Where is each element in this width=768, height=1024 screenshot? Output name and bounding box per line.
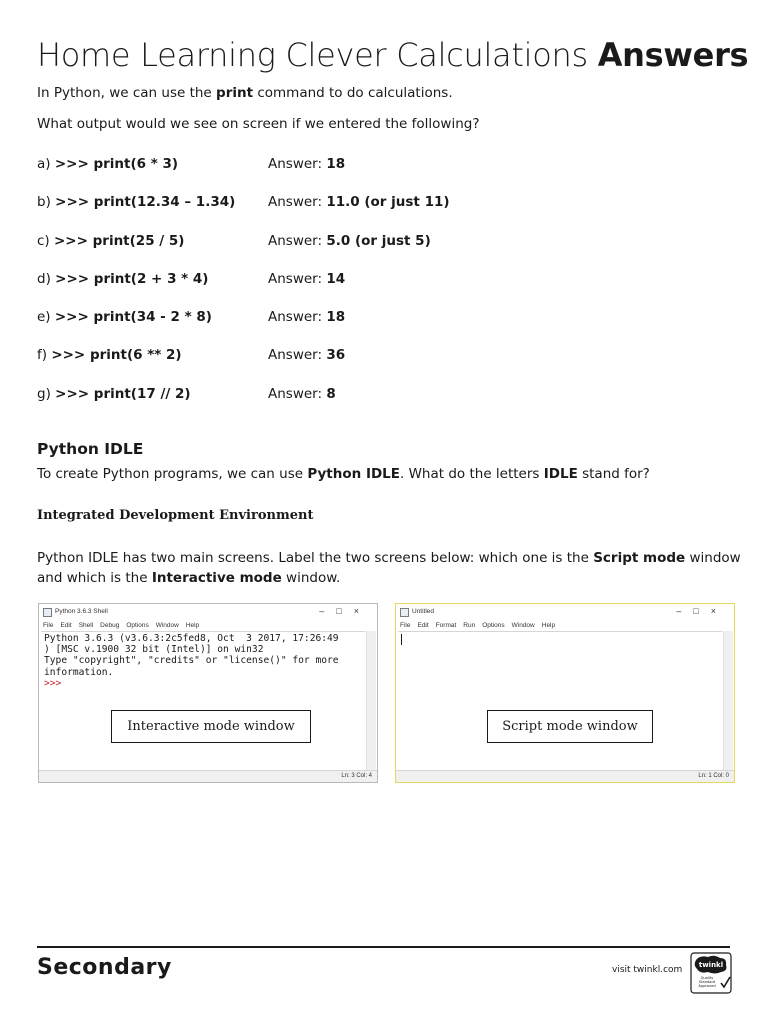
- menu-debug: Debug: [100, 622, 120, 629]
- badge-logo-text: twinkl: [698, 961, 724, 969]
- label-instruction-line-1: Python IDLE has two main screens. Label the two screens below: which one is the Script mode window: [37, 550, 741, 566]
- shell-window-screenshot: [38, 603, 378, 783]
- script-window-title: Untitled: [412, 608, 435, 615]
- text-cursor: [401, 634, 402, 645]
- script-mode-label: Script mode window: [487, 710, 653, 743]
- window-controls-icon: –□×: [676, 606, 728, 616]
- script-scrollbar: [723, 631, 733, 770]
- page-title: [37, 36, 748, 74]
- script-menu-bar: [400, 622, 562, 629]
- question-g: g) >>> print(17 // 2) Answer: 8: [37, 386, 336, 402]
- quality-badge-icon: [690, 952, 732, 994]
- menu-file: File: [43, 622, 54, 629]
- menu-help: Help: [185, 622, 200, 629]
- label-instruction-line-2: and which is the Interactive mode window.: [37, 570, 341, 586]
- window-controls-icon: –□×: [319, 606, 371, 616]
- question-d: d) >>> print(2 + 3 * 4) Answer: 14: [37, 271, 346, 287]
- menu-format: Format: [435, 622, 457, 629]
- python-app-icon: [43, 608, 52, 617]
- question-e: e) >>> print(34 - 2 * 8) Answer: 18: [37, 309, 346, 325]
- title-bold: Answers: [597, 36, 749, 74]
- title-text: Home Learning Clever Calculations: [37, 36, 588, 74]
- menu-options: Options: [126, 622, 149, 629]
- menu-shell: Shell: [78, 622, 94, 629]
- shell-prompt: >>>: [44, 677, 62, 689]
- menu-window: Window: [511, 622, 535, 629]
- shell-menu-bar: [43, 622, 206, 629]
- visit-link[interactable]: visit twinkl.com: [612, 965, 683, 975]
- menu-help: Help: [541, 622, 556, 629]
- footer-divider: [37, 946, 730, 948]
- menu-run: Run: [463, 622, 476, 629]
- shell-output: Python 3.6.3 (v3.6.3:2c5fed8, Oct 3 2017, 17:26:49 ) [MSC v.1900 32 bit (Intel)] on win32 Type "copyright", "credits" or "license()" for more information. >>>: [44, 633, 339, 689]
- brand-secondary: Secondary: [37, 955, 172, 980]
- script-status-bar: Ln: 1 Col: 0: [396, 770, 734, 782]
- menu-window: Window: [155, 622, 179, 629]
- script-content: [398, 631, 722, 770]
- shell-scrollbar: [366, 631, 376, 770]
- question-c: c) >>> print(25 / 5) Answer: 5.0 (or just 5): [37, 233, 431, 249]
- badge-caption: Quality Standard Approved: [698, 976, 716, 989]
- menu-edit: Edit: [417, 622, 429, 629]
- idle-answer: Integrated Development Environment: [37, 508, 314, 523]
- intro-line-2: What output would we see on screen if we entered the following?: [37, 116, 480, 132]
- shell-window-title: Python 3.6.3 Shell: [55, 608, 108, 615]
- script-titlebar: [396, 604, 734, 621]
- question-a: a) >>> print(6 * 3) Answer: 18: [37, 156, 346, 172]
- question-f: f) >>> print(6 ** 2) Answer: 36: [37, 347, 346, 363]
- menu-options: Options: [482, 622, 505, 629]
- shell-status-bar: Ln: 3 Col: 4: [39, 770, 377, 782]
- menu-edit: Edit: [60, 622, 72, 629]
- idle-question: To create Python programs, we can use Python IDLE. What do the letters IDLE stand for?: [37, 466, 650, 482]
- interactive-mode-label: Interactive mode window: [111, 710, 311, 743]
- python-app-icon: [400, 608, 409, 617]
- section-heading-idle: Python IDLE: [37, 440, 144, 458]
- intro-line-1: In Python, we can use the print command to do calculations.: [37, 85, 453, 101]
- shell-content: [41, 631, 365, 770]
- shell-titlebar: [39, 604, 377, 621]
- question-b: b) >>> print(12.34 – 1.34) Answer: 11.0 (or just 11): [37, 194, 450, 210]
- menu-file: File: [400, 622, 411, 629]
- script-window-screenshot: [395, 603, 735, 783]
